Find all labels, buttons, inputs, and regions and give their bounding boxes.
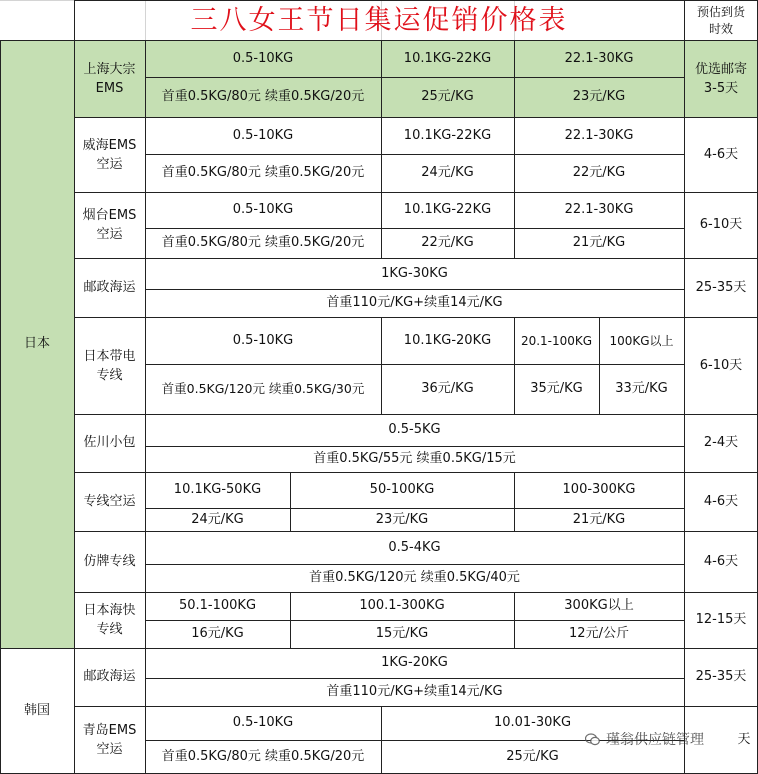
route-name: 上海大宗 EMS xyxy=(83,61,136,96)
route-name: 日本海快 专线 xyxy=(83,603,136,637)
weight-range: 10.01-30KG xyxy=(493,715,572,730)
weight-range: 50.1-100KG xyxy=(178,598,257,613)
eta: 6-10天 xyxy=(699,217,743,232)
eta: 25-35天 xyxy=(695,669,747,684)
country-japan: 日本 xyxy=(23,336,50,351)
price: 首重0.5KG/80元 续重0.5KG/20元 xyxy=(161,748,365,764)
weight-range: 300KG以上 xyxy=(564,598,634,613)
price: 首重0.5KG/80元 续重0.5KG/20元 xyxy=(161,235,365,250)
price: 25元/KG xyxy=(506,748,559,764)
weight-range: 0.5-10KG xyxy=(232,127,294,143)
weight-range: 10.1KG-22KG xyxy=(403,50,492,66)
eta: 2-4天 xyxy=(703,435,739,450)
price: 15元/KG xyxy=(375,626,429,641)
route-name: 仿牌专线 xyxy=(83,553,136,569)
weight-range: 0.5-4KG xyxy=(388,539,441,555)
price: 23元/KG xyxy=(375,511,429,527)
weight-range: 10.1KG-22KG xyxy=(403,127,492,143)
route-name: 邮政海运 xyxy=(83,669,136,684)
price: 24元/KG xyxy=(191,511,244,527)
weight-range: 22.1-30KG xyxy=(564,50,634,66)
weight-range: 1KG-30KG xyxy=(381,265,448,281)
price: 22元/KG xyxy=(572,165,626,180)
watermark xyxy=(585,727,704,751)
route-name: 青岛EMS 空运 xyxy=(82,722,137,757)
weight-range: 22.1-30KG xyxy=(564,127,634,143)
eta: 6-10天 xyxy=(699,357,743,373)
eta: 优选邮寄 3-5天 xyxy=(694,61,747,96)
eta: 4-6天 xyxy=(703,553,739,569)
route-name: 专线空运 xyxy=(83,493,136,509)
price: 首重0.5KG/80元 续重0.5KG/20元 xyxy=(161,165,365,180)
price: 首重0.5KG/80元 续重0.5KG/20元 xyxy=(161,89,365,104)
price: 首重110元/KG+续重14元/KG xyxy=(326,295,503,310)
price: 35元/KG xyxy=(530,381,583,396)
weight-range: 10.1KG-22KG xyxy=(403,202,492,217)
route-name: 烟台EMS 空运 xyxy=(82,208,137,242)
price: 21元/KG xyxy=(572,235,626,250)
weight-range: 10.1KG-20KG xyxy=(403,332,492,348)
eta: 12-15天 xyxy=(695,612,747,627)
eta: 25-35天 xyxy=(695,279,747,295)
weight-range: 10.1KG-50KG xyxy=(173,482,262,497)
weight-range: 0.5-10KG xyxy=(232,715,294,730)
weight-range: 1KG-20KG xyxy=(381,655,448,670)
price: 首重110元/KG+续重14元/KG xyxy=(326,684,503,699)
eta-header: 预估到货 时效 xyxy=(696,4,745,36)
eta: 4-6天 xyxy=(703,146,739,162)
price: 24元/KG xyxy=(421,165,474,180)
price: 36元/KG xyxy=(421,381,474,396)
weight-range: 0.5-10KG xyxy=(232,50,294,66)
page-title: 三八女王节日集运促销价格表 xyxy=(190,4,568,36)
weight-range: 0.5-10KG xyxy=(232,202,294,217)
price: 23元/KG xyxy=(572,89,626,104)
weight-range: 22.1-30KG xyxy=(564,202,634,217)
price: 首重0.5KG/120元 续重0.5KG/40元 xyxy=(309,570,520,585)
route-name: 佐川小包 xyxy=(83,435,136,450)
price: 25元/KG xyxy=(421,89,474,104)
eta: 4-6天 xyxy=(703,493,739,509)
price: 16元/KG xyxy=(191,626,244,641)
route-name: 邮政海运 xyxy=(83,279,136,295)
weight-range: 50-100KG xyxy=(369,482,435,497)
price: 21元/KG xyxy=(572,511,626,527)
weight-range: 100.1-300KG xyxy=(359,598,445,613)
weight-range: 0.5-10KG xyxy=(232,332,294,348)
weight-range: 0.5-5KG xyxy=(388,422,441,437)
wechat-icon xyxy=(585,733,600,746)
price: 12元/公斤 xyxy=(569,626,629,641)
country-korea: 韩国 xyxy=(23,703,50,718)
route-name: 日本带电 专线 xyxy=(83,348,136,383)
price: 33元/KG xyxy=(615,381,668,396)
route-name: 威海EMS 空运 xyxy=(82,137,137,172)
eta: 天 xyxy=(737,731,751,747)
price: 首重0.5KG/55元 续重0.5KG/15元 xyxy=(313,451,516,466)
weight-range: 100-300KG xyxy=(562,482,636,497)
weight-range: 20.1-100KG xyxy=(520,333,593,348)
price: 22元/KG xyxy=(421,235,474,250)
price: 首重0.5KG/120元 续重0.5KG/30元 xyxy=(161,381,365,396)
watermark-text: 瑾翁供应链管理 xyxy=(606,732,704,748)
weight-range: 100KG以上 xyxy=(609,333,674,348)
